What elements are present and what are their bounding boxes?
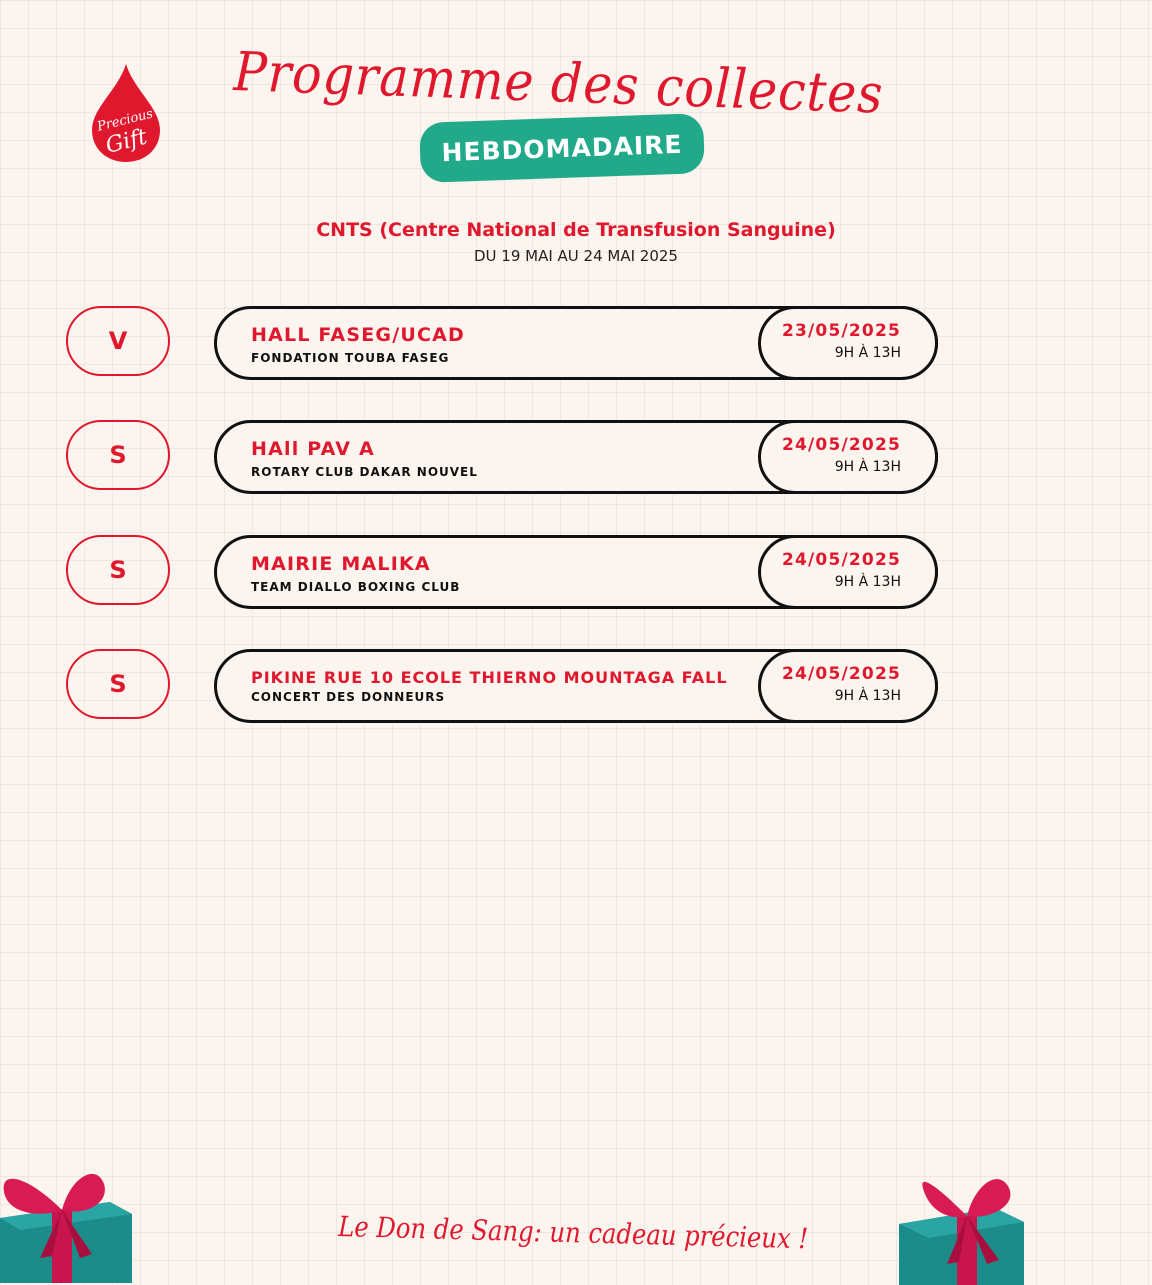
precious-gift-logo xyxy=(88,62,164,164)
page-title-text: Programme des collectes xyxy=(232,40,949,128)
event-organizer: TEAM DIALLO BOXING CLUB xyxy=(251,580,461,594)
event-time: 9H À 13H xyxy=(834,574,901,590)
event-card xyxy=(214,306,938,380)
logo-text-line2: Gift xyxy=(103,124,150,159)
footer-tagline-text: Le Don de Sang: un cadeau précieux ! xyxy=(337,1210,881,1258)
event-place: PIKINE RUE 10 ECOLE THIERNO MOUNTAGA FALL xyxy=(251,668,728,687)
event-organizer: CONCERT DES DONNEURS xyxy=(251,690,446,704)
event-time: 9H À 13H xyxy=(834,459,901,475)
event-card xyxy=(214,649,938,723)
event-date: 23/05/2025 xyxy=(781,321,901,341)
logo-text-line1: Precious xyxy=(95,106,155,135)
event-card xyxy=(214,535,938,609)
day-badge: V xyxy=(66,306,170,376)
event-card xyxy=(214,420,938,494)
collection-period: DU 19 MAI AU 24 MAI 2025 xyxy=(474,247,678,265)
event-place: MAIRIE MALIKA xyxy=(251,553,431,575)
event-date-box xyxy=(758,306,938,380)
event-date-box xyxy=(758,420,938,494)
event-place: HALL FASEG/UCAD xyxy=(251,324,465,346)
weekly-badge xyxy=(419,113,705,183)
event-date: 24/05/2025 xyxy=(781,664,901,684)
day-badge: S xyxy=(66,649,170,719)
event-row xyxy=(0,649,1024,727)
organization-name: CNTS (Centre National de Transfusion Sanguine) xyxy=(316,219,836,241)
event-time: 9H À 13H xyxy=(834,345,901,361)
event-date-box xyxy=(758,535,938,609)
event-place: HAll PAV A xyxy=(251,438,375,460)
event-date: 24/05/2025 xyxy=(781,435,901,455)
day-badge: S xyxy=(66,535,170,605)
event-time: 9H À 13H xyxy=(834,688,901,704)
event-date: 24/05/2025 xyxy=(781,550,901,570)
gift-box-icon xyxy=(0,1158,135,1283)
footer-tagline xyxy=(330,1200,881,1260)
weekly-badge-label: HEBDOMADAIRE xyxy=(441,129,683,167)
day-badge: S xyxy=(66,420,170,490)
event-organizer: ROTARY CLUB DAKAR NOUVEL xyxy=(251,465,478,479)
gift-box-icon xyxy=(895,1160,1024,1285)
event-row xyxy=(0,306,1024,384)
event-row xyxy=(0,420,1024,498)
event-row xyxy=(0,535,1024,613)
event-date-box xyxy=(758,649,938,723)
event-organizer: FONDATION TOUBA FASEG xyxy=(251,351,450,365)
